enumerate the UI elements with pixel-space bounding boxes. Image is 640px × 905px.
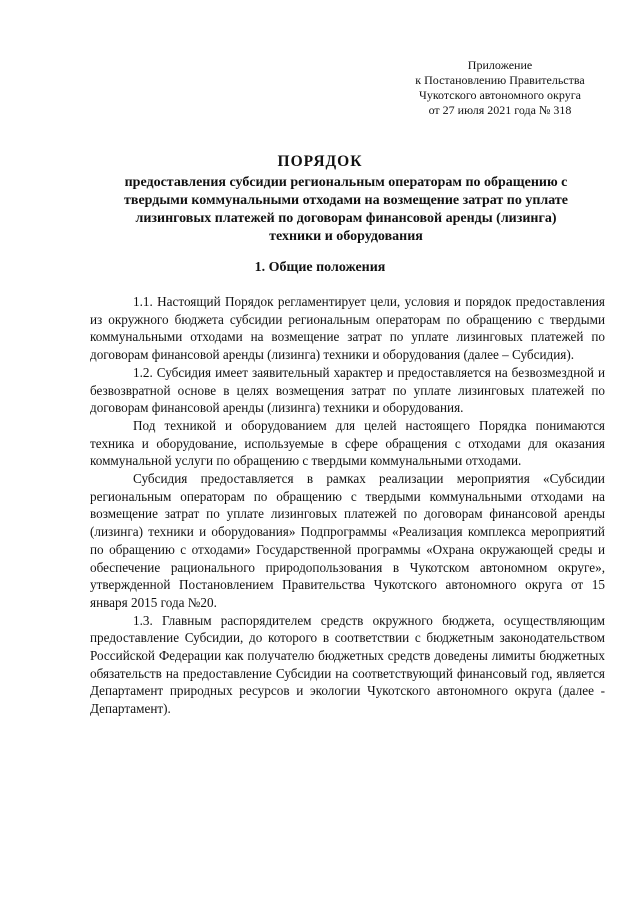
section-heading: 1. Общие положения [254,260,386,275]
subtitle-line: лизинговых платежей по договорам финансовой аренды (лизинга) [135,211,557,226]
document-subtitle [100,174,592,246]
paragraph-1-2: 1.2. Субсидия имеет заявительный характер и предоставляется на безвозмездной и безвозвратной основе в целях возмещения затрат по уплате лизинговых платежей по договорам финансовой аренды (лизинга) техники и оборудования. [90,364,605,416]
subtitle-line: предоставления субсидии региональным операторам по обращению с [124,175,568,190]
appendix-line: Приложение [467,58,533,72]
document-title: ПОРЯДОК [277,153,363,170]
appendix-line: к Постановлению Правительства [415,73,585,87]
appendix-line: Чукотского автономного округа [419,88,581,102]
subtitle-line: твердыми коммунальными отходами на возмещение затрат по уплате [124,193,568,208]
subtitle-line: техники и оборудования [269,229,423,244]
appendix-block [395,58,605,118]
document-body [90,293,605,718]
paragraph-equipment-definition: Под техникой и оборудованием для целей настоящего Порядка понимаются техника и оборудование, используемые в сфере обращения с отходами для оказания коммунальной услуги по обращению с твердыми коммунальными отходами. [90,417,605,469]
paragraph-1-1: 1.1. Настоящий Порядок регламентирует цели, условия и порядок предоставления из окружного бюджета субсидии региональным операторам по обращению с твердыми коммунальными отходами на возмещение затрат по уплате лизинговых платежей по договорам финансовой аренды (лизинга) техники и оборудования (далее – Субсидия). [90,294,605,363]
paragraph-1-3: 1.3. Главным распорядителем средств окружного бюджета, осуществляющим предоставление Субсидии, до которого в соответствии с бюджетным законодательством Российской Федерации как получателю бюджетных средств доведены лимиты бюджетных обязательств на предоставление Субсидии на соответствующий финансовый год, является Департамент природных ресурсов и экологии Чукотского автономного округа (далее - Департамент). [90,612,605,717]
paragraph-program-reference: Субсидия предоставляется в рамках реализации мероприятия «Субсидии региональным операторам по обращению с твердыми коммунальными отходами на возмещение затрат по уплате лизинговых платежей по договорам финансовой аренды (лизинга) техники и оборудования» Подпрограммы «Реализация комплекса мероприятий по обращению с отходами» Государственной программы «Охрана окружающей среды и обеспечение рационального природопользования в Чукотском автономном округе», утвержденной Постановлением Правительства Чукотского автономного округа от 15 января 2015 года №20. [90,471,605,610]
appendix-line: от 27 июля 2021 года № 318 [428,103,572,117]
